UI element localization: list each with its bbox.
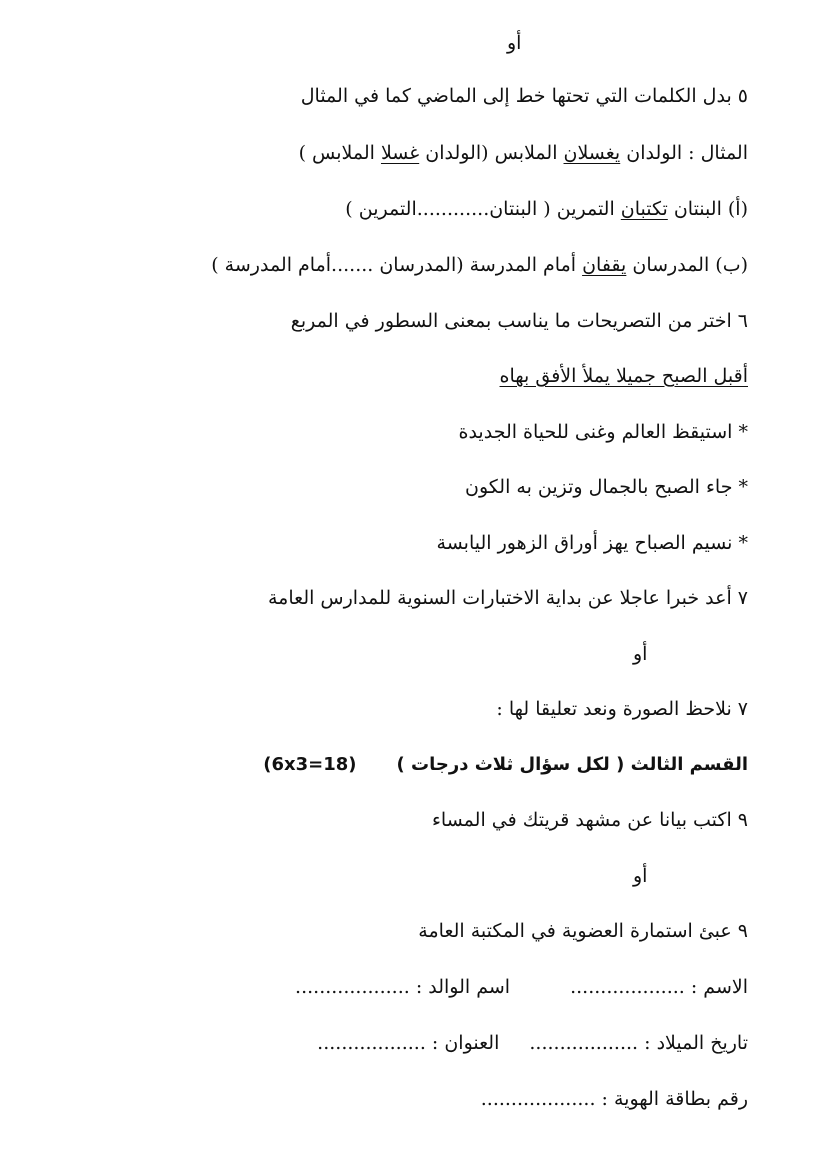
- q5-example-answer: غسلا: [380, 142, 420, 164]
- q6-instruction: ٦ اختر من التصريحات ما يناسب بمعنى السطور في المربع: [290, 310, 748, 332]
- q6-option-2: * جاء الصبح بالجمال وتزين به الكون: [465, 476, 748, 498]
- form-name-field: الاسم : ...................: [570, 976, 748, 998]
- or-separator-top: أو: [507, 32, 522, 54]
- q7-or-separator: أو: [633, 643, 648, 665]
- q6-verse: [40, 363, 748, 389]
- q5-instruction: ٥ بدل الكلمات التي تحتها خط إلى الماضي كما في المثال: [300, 85, 748, 107]
- q7-second: ٧ نلاحظ الصورة ونعد تعليقا لها :: [496, 698, 748, 720]
- q5-item-a-prefix: (أ) البنتان: [667, 198, 748, 220]
- q6-option-1: * استيقظ العالم وغنى للحياة الجديدة: [458, 421, 748, 443]
- q5-item-a-verb: تكتبان: [620, 198, 668, 220]
- form-id-card-field: رقم بطاقة الهوية : ...................: [480, 1088, 748, 1110]
- q5-item-b-rest: أمام المدرسة (المدرسان .......أمام المدرسة ): [211, 254, 583, 276]
- form-address-field: العنوان : ..................: [317, 1032, 500, 1054]
- q9-or-separator: أو: [633, 865, 648, 887]
- q5-item-a: [40, 196, 748, 222]
- q5-item-b-prefix: (ب) المدرسان: [626, 254, 748, 276]
- form-row-name: [40, 974, 748, 1000]
- q9-second: ٩ عبئ استمارة العضوية في المكتبة العامة: [418, 920, 748, 942]
- form-father-field: اسم الوالد : ...................: [295, 976, 511, 998]
- section3-heading: [40, 752, 748, 778]
- q5-item-b-verb: يقفان: [582, 254, 627, 276]
- q5-example-label: المثال : الولدان: [620, 142, 748, 164]
- form-dob-field: تاريخ الميلاد : ..................: [529, 1032, 748, 1054]
- q9-first: ٩ اكتب بيانا عن مشهد قريتك في المساء: [432, 809, 748, 831]
- section3-title: القسم الثالث ( لكل سؤال ثلاث درجات ): [396, 754, 748, 775]
- q6-option-3: * نسيم الصباح يهز أوراق الزهور اليابسة: [436, 532, 748, 554]
- q5-example-verb: يغسلان: [563, 142, 621, 164]
- form-row-id: [40, 1086, 748, 1112]
- q7-first: ٧ أعد خبرا عاجلا عن بداية الاختبارات السنوية للمدارس العامة: [268, 587, 748, 609]
- q5-example: [40, 140, 748, 166]
- q5-example-rest: الملابس (الولدان: [419, 142, 564, 164]
- q5-item-b: [40, 252, 748, 278]
- q6-verse-text: أقبل الصبح جميلا يملأ الأفق بهاه: [499, 365, 748, 387]
- q5-example-end: الملابس ): [298, 142, 381, 164]
- form-row-dob: [40, 1030, 748, 1056]
- q5-item-a-rest: التمرين ( البنتان............التمرين ): [345, 198, 621, 220]
- section3-score: (6x3=18): [263, 754, 357, 775]
